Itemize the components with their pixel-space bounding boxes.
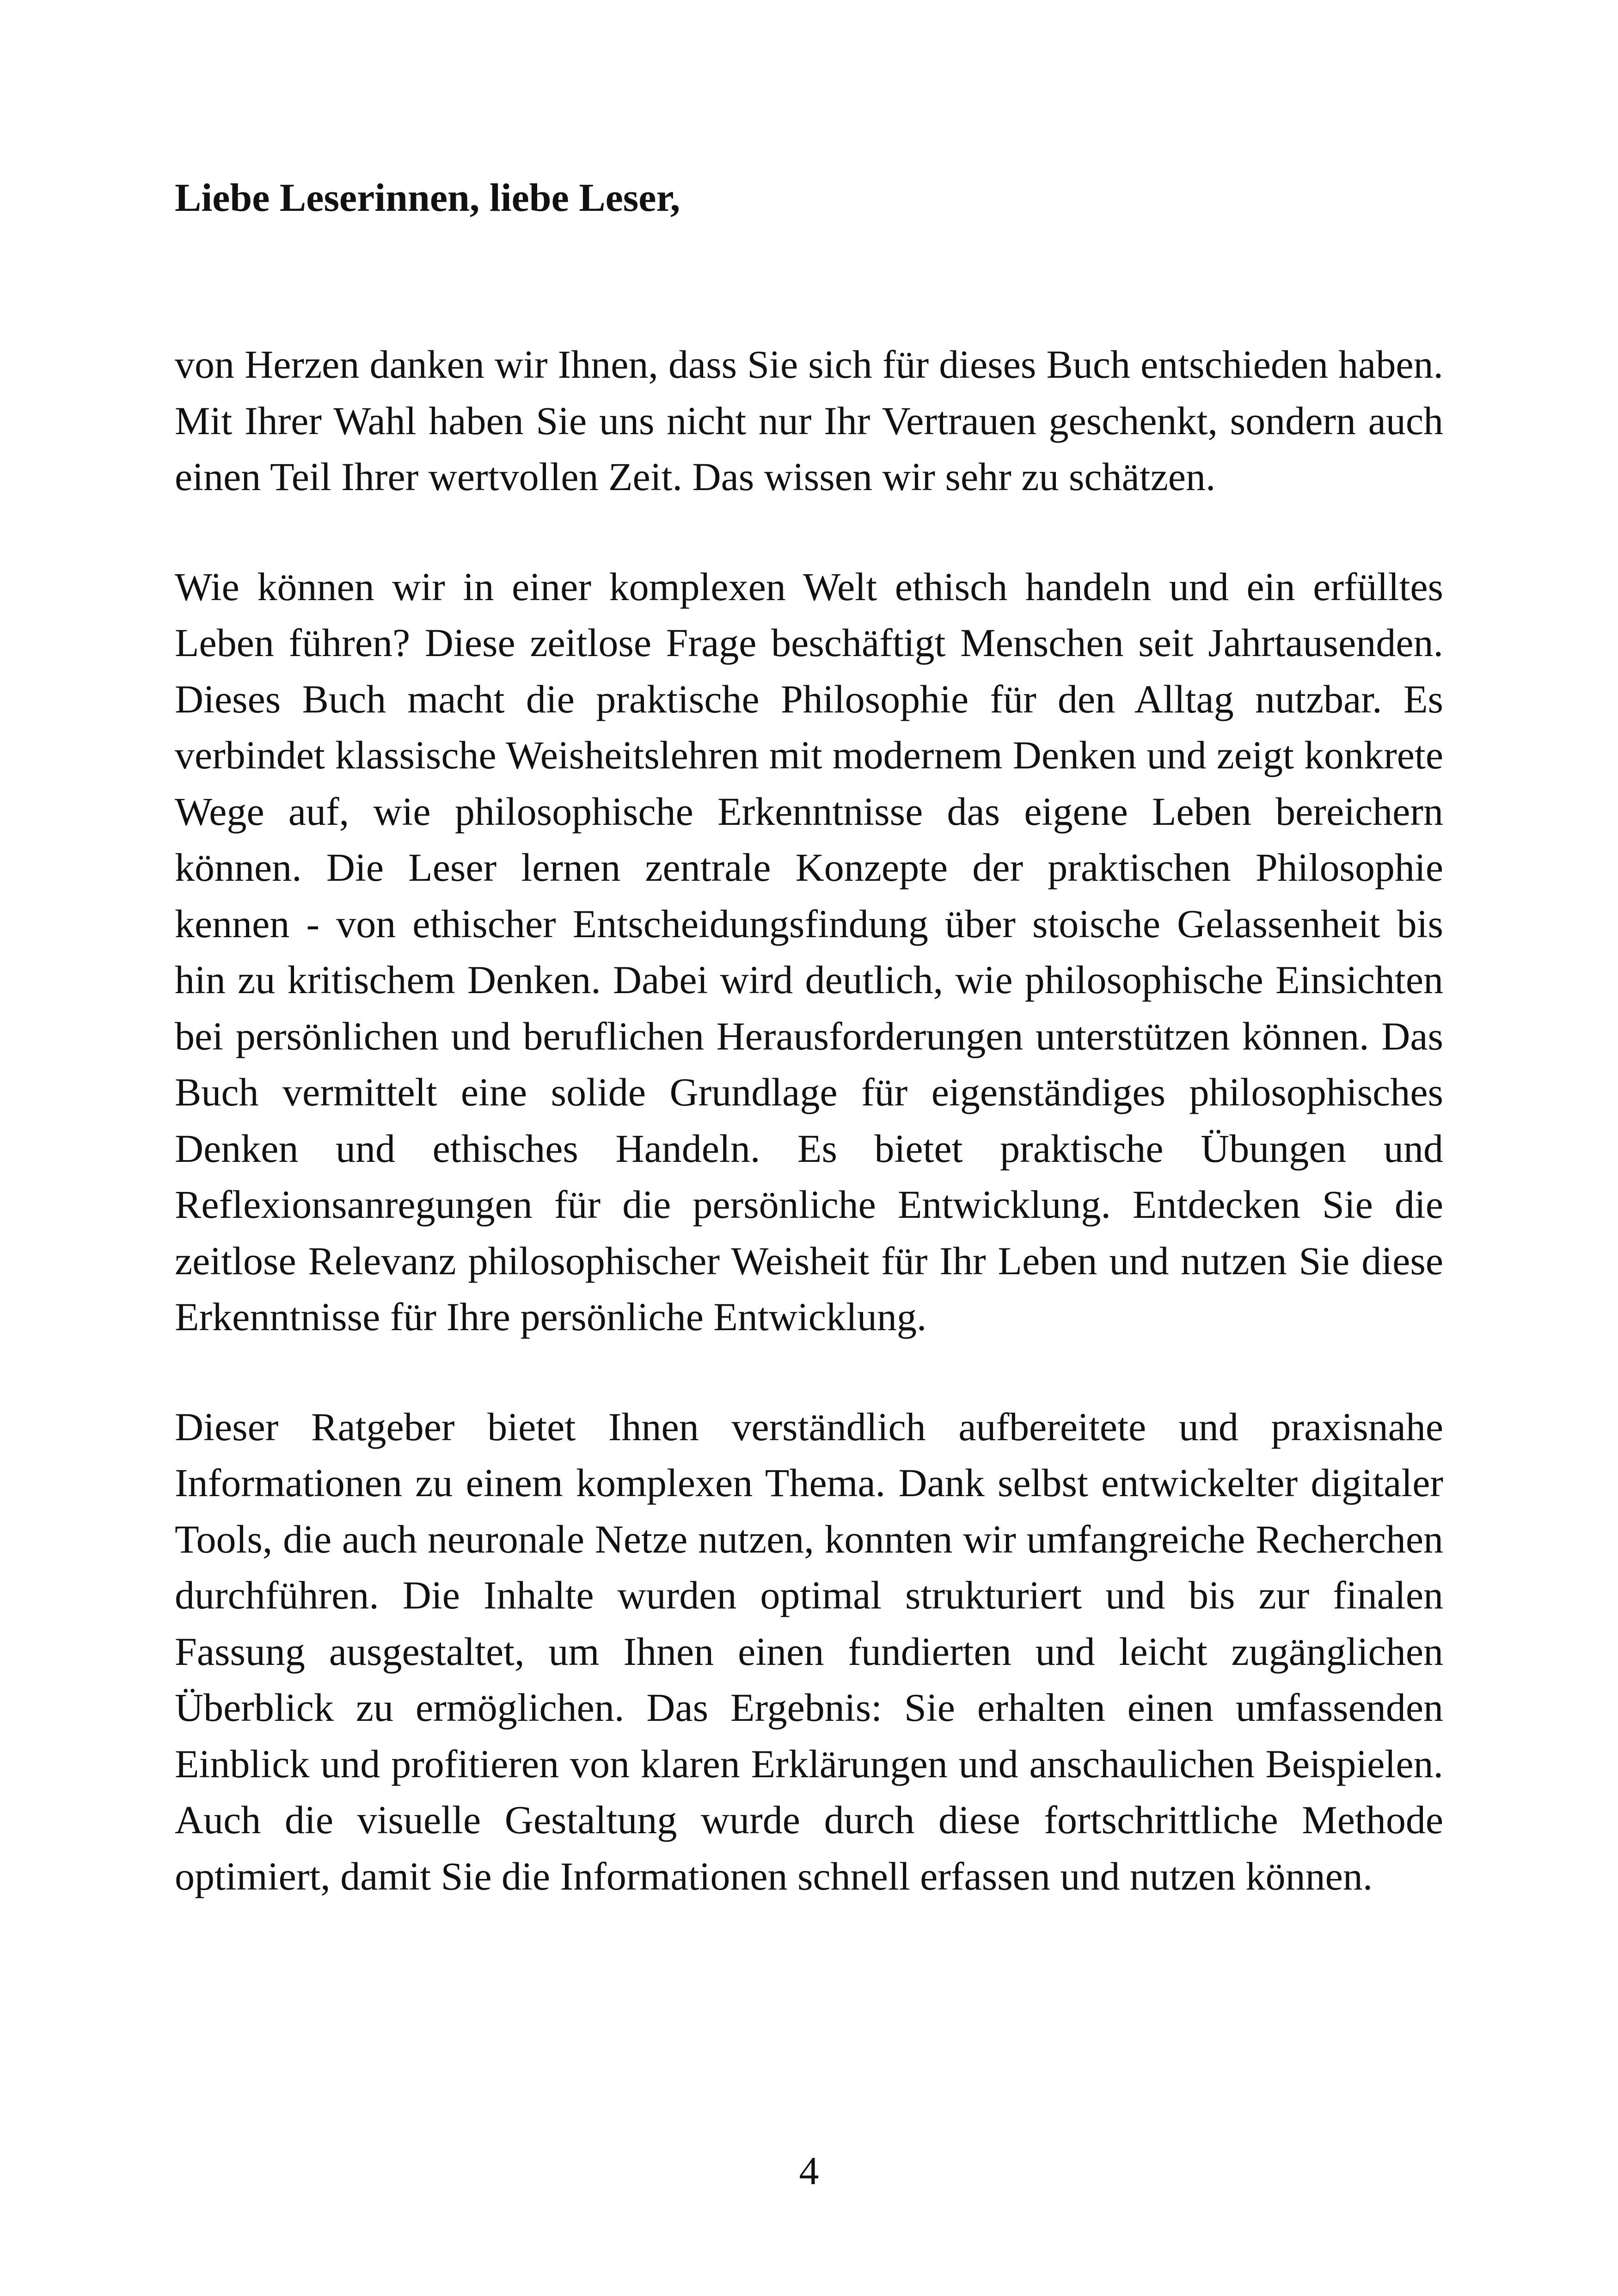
paragraph-book-description: Wie können wir in einer komplexen Welt ethisch handeln und ein erfülltes Leben führen? Diese zeitlose Frage beschäftigt Menschen seit Jahrtausenden. Dieses Buch macht die praktische Philosophie für den Alltag nutzbar. Es verbindet klassische Weisheitslehren mit modernem Denken und zeigt konkrete Wege auf, wie philosophische Erkenntnisse das eigene Leben bereichern können. Die Leser lernen zentrale Konzepte der praktischen Philosophie kennen - von ethischer Entscheidungsfindung über stoische Gelassenheit bis hin zu kritischem Denken. Dabei wird deutlich, wie philosophische Einsichten bei persönlichen und beruflichen Herausforderungen unterstützen können. Das Buch vermittelt eine solide Grundlage für eigenständiges philosophisches Denken und ethisches Handeln. Es bietet praktische Übungen und Reflexionsanregungen für die persönliche Entwicklung. Entdecken Sie die zeitlose Relevanz philosophischer Weisheit für Ihr Leben und nutzen Sie diese Erkenntnisse für Ihre persönliche Entwicklung. <box>175 564 1443 1339</box>
page-heading: Liebe Leserinnen, liebe Leser, <box>175 175 680 220</box>
body-text <box>175 337 1443 1958</box>
paragraph-thanks: von Herzen danken wir Ihnen, dass Sie sich für dieses Buch entschieden haben. Mit Ihrer Wahl haben Sie uns nicht nur Ihr Vertrauen geschenkt, sondern auch einen Teil Ihrer wertvollen Zeit. Das wissen wir sehr zu schätzen. <box>175 342 1443 499</box>
paragraph-guide-method: Dieser Ratgeber bietet Ihnen verständlich aufbereitete und praxisnahe Informationen zu einem komplexen Thema. Dank selbst entwickelter digitaler Tools, die auch neuronale Netze nutzen, konnten wir umfangreiche Recherchen durchführen. Die Inhalte wurden optimal strukturiert und bis zur finalen Fassung ausgestaltet, um Ihnen einen fundierten und leicht zugänglichen Überblick zu ermöglichen. Das Ergebnis: Sie erhalten einen umfassenden Einblick und profitieren von klaren Erklärungen und anschaulichen Beispielen. Auch die visuelle Gestaltung wurde durch diese fortschrittliche Methode optimiert, damit Sie die Informationen schnell erfassen und nutzen können. <box>175 1404 1443 1898</box>
page-number: 4 <box>799 2149 819 2193</box>
